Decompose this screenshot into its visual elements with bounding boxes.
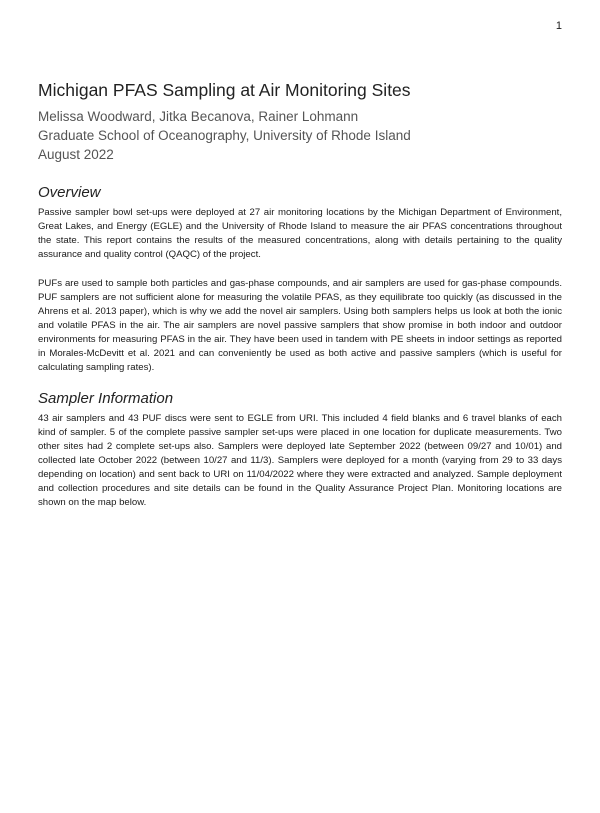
report-date: August 2022	[38, 147, 114, 162]
sampler-information-paragraph: 43 air samplers and 43 PUF discs were sent to EGLE from URI. This included 4 field blanks and 6 travel blanks of each kind of sampler. 5 of the complete passive sampler set-ups were placed in one location for duplicate measurements. Two other sites had 2 complete set-ups also. Samplers were deployed late September 2022 (between 09/27 and 10/01) and collected late October 2022 (between 10/27 and 11/3). Samplers were deployed for a month (varying from 29 to 33 days depending on location) and sent back to URI on 11/04/2022 where they were extracted and analyzed. Sample deployment and collection procedures and site details can be found in the Quality Assurance Project Plan. Monitoring locations are shown on the map below.	[38, 413, 562, 508]
overview-paragraph: PUFs are used to sample both particles and gas-phase compounds, and air samplers are used for gas-phase compounds. PUF samplers are not sufficient alone for measuring the volatile PFAS, as they equilibrate too quickly (as discussed in the Ahrens et al. 2013 paper), which is why we add the novel air samplers. Using both samplers helps us look at both the ionic and volatile PFAS in the air. The air samplers are novel passive samplers that show promise in both indoor and outdoor environments for measuring PFAS in the air. They have been used in tandem with PE sheets in indoor settings as reported in Morales-McDevitt et al. 2021 and can conveniently be used as both active and passive samplers (which is useful for calculating sampling rates).	[38, 278, 562, 373]
section-heading-sampler-information: Sampler Information	[38, 390, 174, 407]
page-number: 1	[555, 20, 562, 32]
authors: Melissa Woodward, Jitka Becanova, Rainer Lohmann	[38, 109, 359, 124]
overview-paragraph: Passive sampler bowl set-ups were deployed at 27 air monitoring locations by the Michigan Department of Environment, Great Lakes, and Energy (EGLE) and the University of Rhode Island to measure the air PFAS concentrations throughout the state. This report contains the results of the measured concentrations, along with details pertaining to the quality assurance and quality control (QAQC) of the project.	[38, 207, 562, 260]
document-body	[38, 80, 562, 510]
affiliation: Graduate School of Oceanography, University of Rhode Island	[38, 128, 411, 143]
document-title: Michigan PFAS Sampling at Air Monitoring Sites	[38, 80, 411, 100]
section-heading-overview: Overview	[38, 184, 101, 201]
